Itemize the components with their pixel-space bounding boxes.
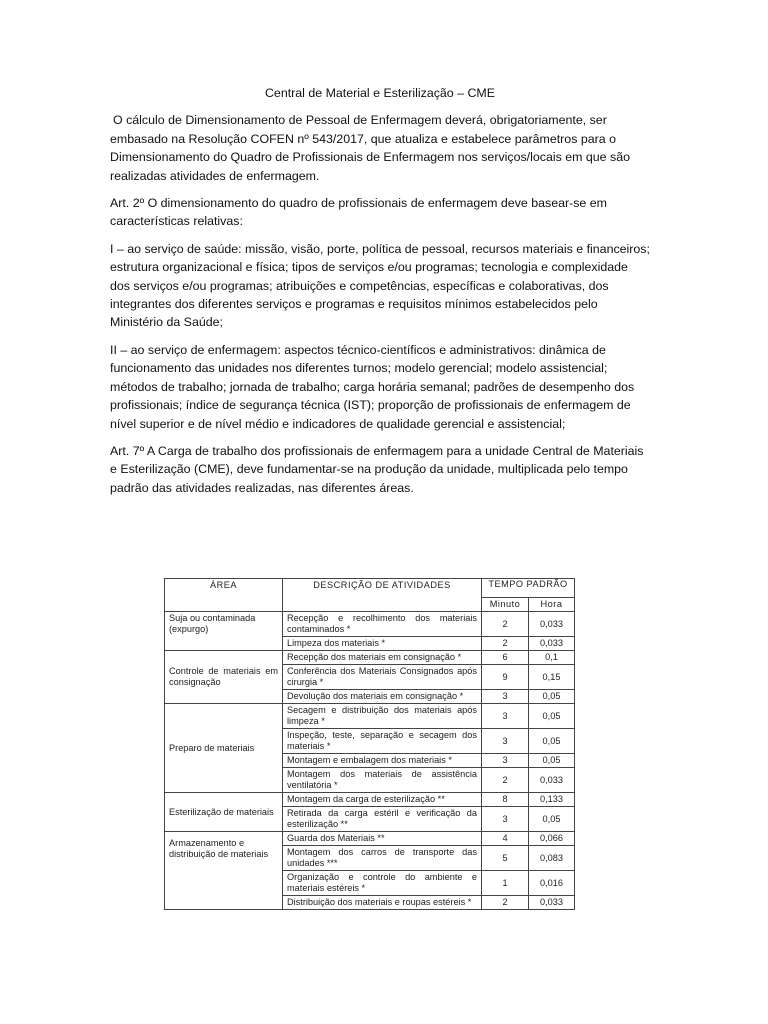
minute-cell: 2 <box>482 637 529 651</box>
article-2-paragraph: Art. 2º O dimensionamento do quadro de profissionais de enfermagem deve basear-se em características relativas: <box>110 196 607 229</box>
activity-cell: Recepção dos materiais em consignação * <box>283 651 482 665</box>
area-cell: Esterilização de materiais <box>165 793 283 832</box>
table-row <box>165 612 575 637</box>
activity-cell: Distribuição dos materiais e roupas estéreis * <box>283 896 482 910</box>
hour-cell: 0,05 <box>529 754 575 768</box>
activity-cell: Montagem dos carros de transporte das unidades *** <box>283 846 482 871</box>
item-i-paragraph: I – ao serviço de saúde: missão, visão, porte, política de pessoal, recursos materiais e financeiros; estrutura organizacional e física; tipos de serviços e/ou programas; tecnologia e complexidade dos serviços e/ou programas; atribuições e competências, específicas e colaborativas, dos integrantes dos diferentes serviços e programas e requisitos mínimos estabelecidos pelo Ministério da Saúde; <box>110 241 650 330</box>
hour-cell: 0,133 <box>529 793 575 807</box>
hour-cell: 0,05 <box>529 729 575 754</box>
hour-cell: 0,15 <box>529 665 575 690</box>
minute-cell: 3 <box>482 807 529 832</box>
hour-cell: 0,033 <box>529 768 575 793</box>
document-title: Central de Material e Esterilização – CME <box>264 86 495 100</box>
minute-cell: 8 <box>482 793 529 807</box>
minute-cell: 3 <box>482 704 529 729</box>
standard-time-table <box>164 578 575 910</box>
minute-cell: 1 <box>482 871 529 896</box>
activity-cell: Montagem da carga de esterilização ** <box>283 793 482 807</box>
activity-cell: Retirada da carga estéril e verificação da esterilização ** <box>283 807 482 832</box>
minute-cell: 3 <box>482 754 529 768</box>
table-row <box>165 832 575 846</box>
activity-cell: Secagem e distribuição dos materiais após limpeza * <box>283 704 482 729</box>
table-row <box>165 651 575 665</box>
area-cell: Controle de materiais em consignação <box>165 651 283 704</box>
activity-cell: Inspeção, teste, separação e secagem dos materiais * <box>283 729 482 754</box>
minute-cell: 3 <box>482 690 529 704</box>
activity-cell: Organização e controle do ambiente e materiais estéreis * <box>283 871 482 896</box>
area-cell: Preparo de materiais <box>165 704 283 793</box>
table-row <box>165 704 575 729</box>
minute-cell: 3 <box>482 729 529 754</box>
activity-cell: Montagem dos materiais de assistência ventilatória * <box>283 768 482 793</box>
minute-cell: 5 <box>482 846 529 871</box>
hour-cell: 0,083 <box>529 846 575 871</box>
header-description: DESCRIÇÃO DE ATIVIDADES <box>283 579 482 612</box>
hour-cell: 0,066 <box>529 832 575 846</box>
header-area: ÁREA <box>165 579 283 612</box>
activity-cell: Conferência dos Materiais Consignados após cirurgia * <box>283 665 482 690</box>
table-header-row <box>165 579 575 598</box>
hour-cell: 0,016 <box>529 871 575 896</box>
minute-cell: 2 <box>482 896 529 910</box>
header-minute: Minuto <box>482 598 529 612</box>
hour-cell: 0,05 <box>529 690 575 704</box>
hour-cell: 0,033 <box>529 612 575 637</box>
minute-cell: 9 <box>482 665 529 690</box>
header-hour: Hora <box>529 598 575 612</box>
header-standard-time: TEMPO PADRÃO <box>482 579 575 598</box>
document-body <box>110 84 650 506</box>
activity-cell: Recepção e recolhimento dos materiais contaminados * <box>283 612 482 637</box>
minute-cell: 4 <box>482 832 529 846</box>
hour-cell: 0,033 <box>529 896 575 910</box>
article-7-paragraph: Art. 7º A Carga de trabalho dos profissionais de enfermagem para a unidade Central de Materiais e Esterilização (CME), deve fundamentar-se na produção da unidade, multiplicada pelo tempo padrão das atividades realizadas, nas diferentes áreas. <box>110 443 644 495</box>
table-row <box>165 793 575 807</box>
activity-cell: Montagem e embalagem dos materiais * <box>283 754 482 768</box>
area-cell: Armazenamento e distribuição de materiais <box>165 832 283 910</box>
hour-cell: 0,05 <box>529 704 575 729</box>
hour-cell: 0,05 <box>529 807 575 832</box>
activity-cell: Devolução dos materiais em consignação * <box>283 690 482 704</box>
minute-cell: 6 <box>482 651 529 665</box>
intro-paragraph: O cálculo de Dimensionamento de Pessoal de Enfermagem deverá, obrigatoriamente, ser embasado na Resolução COFEN nº 543/2017, que atualiza e estabelece parâmetros para o Dimensionamento do Quadro de Profissionais de Enfermagem nos serviços/locais em que são realizadas atividades de enfermagem. <box>110 113 630 183</box>
activity-cell: Limpeza dos materiais * <box>283 637 482 651</box>
item-ii-paragraph: II – ao serviço de enfermagem: aspectos técnico-científicos e administrativos: dinâmica de funcionamento das unidades nos diferentes turnos; modelo gerencial; modelo assistencial; métodos de trabalho; jornada de trabalho; carga horária semanal; padrões de desempenho dos profissionais; índice de segurança técnica (IST); proporção de profissionais de enfermagem de nível superior e de nível médio e indicadores de qualidade gerencial e assistencial; <box>110 342 635 431</box>
minute-cell: 2 <box>482 612 529 637</box>
minute-cell: 2 <box>482 768 529 793</box>
hour-cell: 0,1 <box>529 651 575 665</box>
hour-cell: 0,033 <box>529 637 575 651</box>
activity-cell: Guarda dos Materiais ** <box>283 832 482 846</box>
area-cell: Suja ou contaminada (expurgo) <box>165 612 283 651</box>
